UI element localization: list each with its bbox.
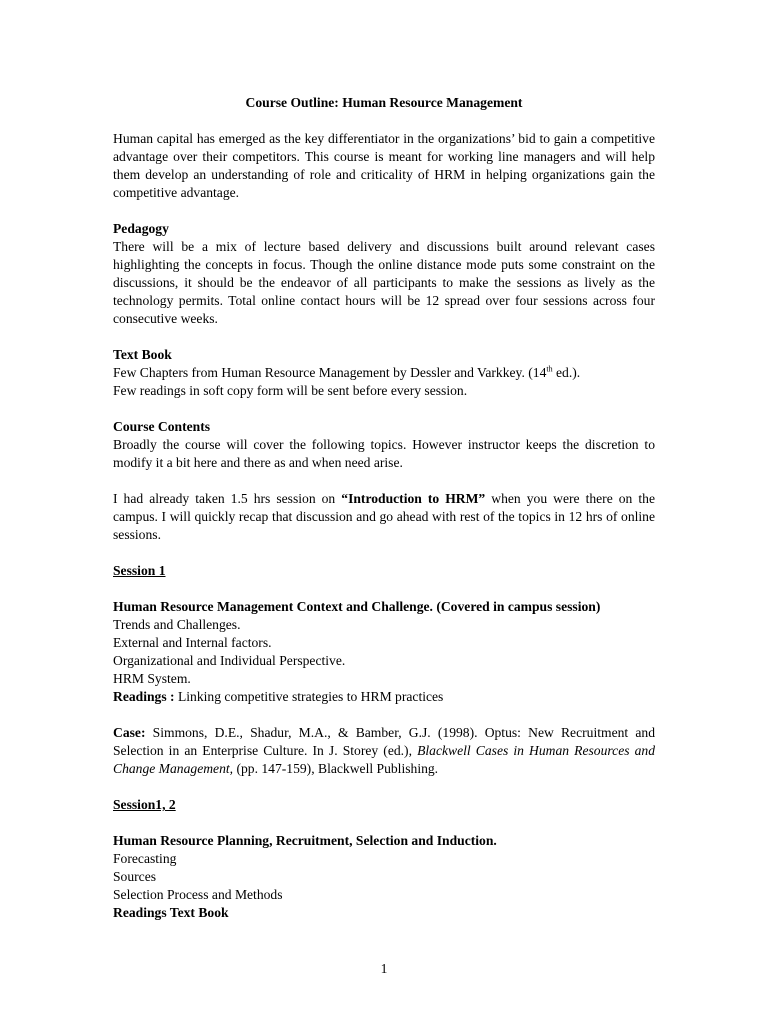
- pedagogy-heading: Pedagogy: [113, 221, 169, 236]
- session-1-label: Session 1: [113, 563, 166, 578]
- document-body: [113, 94, 655, 940]
- case-text: Simmons, D.E., Shadur, M.A., & Bamber, G.J. (1998). Optus: New Recruitment and Selection in an Enterprise Culture. In J. Storey (ed.),: [113, 725, 655, 758]
- case-text-end: (pp. 147-159), Blackwell Publishing.: [233, 761, 439, 776]
- intro-paragraph: Human capital has emerged as the key differentiator in the organizations’ bid to gain a competitive advantage over their competitors. This course is meant for working line managers and will help them develop an understanding of role and criticality of HRM in helping organizations gain the competitive advantage.: [113, 131, 655, 200]
- session-2-item: Selection Process and Methods: [113, 887, 283, 902]
- case-label: Case:: [113, 725, 146, 740]
- recap-paragraph: [113, 490, 655, 544]
- readings-label: Readings :: [113, 689, 175, 704]
- session-2-details: [113, 832, 655, 922]
- session-1-item: HRM System.: [113, 671, 191, 686]
- session-1-topic: Human Resource Management Context and Challenge. (Covered in campus session): [113, 599, 601, 614]
- session-2-readings: Readings Text Book: [113, 905, 229, 920]
- pedagogy-text: There will be a mix of lecture based delivery and discussions built around relevant cases highlighting the concepts in focus. Though the online distance mode puts some constraint on the discussions, it should be the endeavor of all participants to make the sessions as lively as the technology permits. Total online contact hours will be 12 spread over four sessions across four consecutive weeks.: [113, 239, 655, 326]
- text-book-line-1-end: ed.).: [552, 365, 581, 380]
- recap-text-end: when you were there on the campus. I will quickly recap that discussion and go ahead with rest of the topics in 12 hrs of online sessions.: [113, 491, 655, 542]
- text-book-heading: Text Book: [113, 347, 172, 362]
- text-book-line-1: [113, 364, 655, 382]
- document-title: Course Outline: Human Resource Management: [245, 95, 523, 110]
- page-number: 1: [380, 961, 388, 976]
- text-book-line-2: Few readings in soft copy form will be sent before every session.: [113, 383, 468, 398]
- course-contents-section: [113, 418, 655, 472]
- session-2-topic: Human Resource Planning, Recruitment, Selection and Induction.: [113, 833, 497, 848]
- session-1-item: External and Internal factors.: [113, 635, 272, 650]
- recap-text-start: I had already taken 1.5 hrs session on: [113, 491, 342, 506]
- edition-superscript: th: [546, 364, 553, 374]
- session-2-item: Forecasting: [113, 851, 177, 866]
- readings-text: Linking competitive strategies to HRM practices: [174, 689, 444, 704]
- session-1-item: Organizational and Individual Perspective.: [113, 653, 346, 668]
- recap-bold-topic: “Introduction to HRM”: [341, 491, 486, 506]
- case-book-title: Blackwell Cases in Human Resources and Change Management,: [113, 743, 656, 776]
- course-contents-text: Broadly the course will cover the following topics. However instructor keeps the discretion to modify it a bit here and there as and when need arise.: [113, 437, 655, 470]
- session-1-readings: [113, 688, 655, 706]
- session-1-details: [113, 598, 655, 706]
- pedagogy-section: [113, 220, 655, 328]
- text-book-line-1-text: Few Chapters from Human Resource Management by Dessler and Varkkey. (14: [113, 365, 547, 380]
- session-1-item: Trends and Challenges.: [113, 617, 241, 632]
- session-2-item: Sources: [113, 869, 157, 884]
- case-paragraph: [113, 724, 655, 778]
- text-book-section: [113, 346, 655, 400]
- course-contents-heading: Course Contents: [113, 419, 211, 434]
- session-2-label: Session1, 2: [113, 797, 176, 812]
